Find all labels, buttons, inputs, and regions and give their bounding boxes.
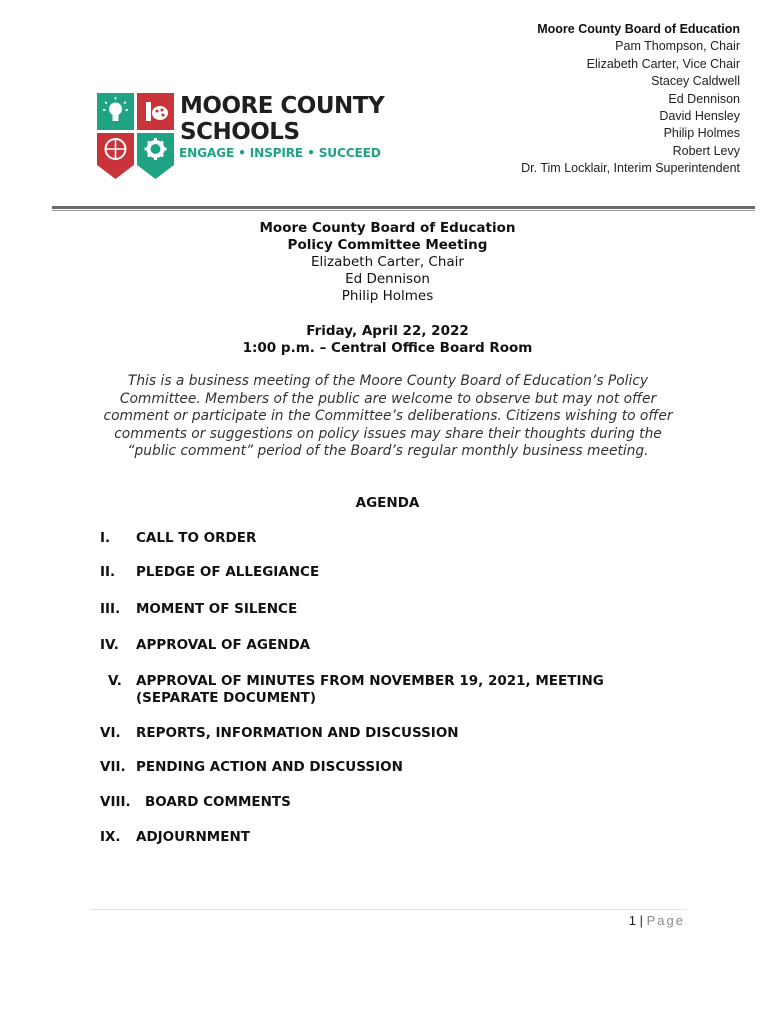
page-number (590, 913, 685, 928)
page-number-separator: | (639, 913, 643, 928)
board-member: Pam Thompson, Chair (615, 39, 740, 54)
page-number-value: 1 (628, 913, 636, 928)
agenda-heading: AGENDA (355, 495, 420, 511)
board-member: Ed Dennison (668, 91, 740, 106)
agenda-item (100, 601, 297, 618)
agenda-item-text: MOMENT OF SILENCE (136, 601, 298, 617)
board-member: David Hensley (659, 109, 740, 124)
logo-tagline: ENGAGE • INSPIRE • SUCCEED (179, 146, 381, 160)
agenda-item-number: VI. (100, 725, 121, 741)
committee-member: Ed Dennison (345, 271, 430, 287)
board-member: Stacey Caldwell (651, 74, 740, 89)
agenda-item-number: VII. (100, 759, 126, 775)
meeting-time-place: 1:00 p.m. – Central Office Board Room (242, 340, 533, 356)
agenda-item (100, 564, 319, 581)
meeting-date: Friday, April 22, 2022 (306, 323, 469, 339)
header-divider (52, 206, 755, 209)
school-logo-emblem (97, 93, 177, 181)
agenda-item-number: II. (100, 564, 116, 580)
agenda-item-text: APPROVAL OF AGENDA (136, 637, 311, 653)
board-title: Moore County Board of Education (537, 22, 740, 36)
footer-divider (90, 909, 687, 910)
agenda-item-number: I. (100, 530, 111, 546)
agenda-item-text (136, 673, 604, 707)
agenda-item (100, 725, 459, 742)
logo-line-1: MOORE COUNTY (180, 93, 385, 119)
meeting-header (0, 220, 770, 305)
agenda-item-number: VIII. (100, 794, 131, 810)
board-member: Dr. Tim Locklair, Interim Superintendent (521, 161, 740, 176)
agenda-item-text: PENDING ACTION AND DISCUSSION (136, 759, 403, 775)
page-label: Page (646, 913, 685, 928)
school-logo-wordmark (180, 93, 384, 145)
agenda-item-text-line-2: (SEPARATE DOCUMENT) (136, 690, 317, 706)
agenda-item (100, 673, 604, 707)
board-member: Philip Holmes (663, 126, 740, 141)
agenda-item-text: PLEDGE OF ALLEGIANCE (136, 564, 320, 580)
agenda-item-number: III. (100, 601, 121, 617)
meeting-org: Moore County Board of Education (259, 220, 516, 236)
meeting-name: Policy Committee Meeting (287, 237, 488, 253)
agenda-item (100, 530, 256, 547)
agenda-item-text: ADJOURNMENT (136, 829, 250, 845)
agenda-item (100, 759, 403, 776)
meeting-intro-paragraph: This is a business meeting of the Moore County Board of Education’s Policy Committee. Members of the public are welcome to observe but may not offer comment or participate in the Committee’s deliberations. Citizens wishing to offer comments or suggestions on policy issues may share their thoughts during the “public comment” period of the Board’s regular monthly business meeting. (103, 373, 673, 460)
board-member: Elizabeth Carter, Vice Chair (586, 56, 740, 71)
agenda-item-text: BOARD COMMENTS (145, 794, 291, 810)
agenda-item-number: V. (108, 673, 122, 689)
agenda-item (100, 637, 310, 654)
agenda-item-number: IV. (100, 637, 119, 653)
header-divider-thin (52, 210, 755, 211)
agenda-item (100, 794, 291, 811)
agenda-item-text: CALL TO ORDER (136, 530, 257, 546)
agenda-item (100, 829, 250, 846)
agenda-item-text: REPORTS, INFORMATION AND DISCUSSION (136, 725, 459, 741)
agenda-item-number: IX. (100, 829, 121, 845)
committee-member: Philip Holmes (341, 288, 434, 304)
board-member: Robert Levy (672, 143, 740, 158)
committee-member: Elizabeth Carter, Chair (311, 254, 464, 270)
board-members-list (410, 21, 740, 178)
meeting-datetime (0, 323, 770, 357)
logo-line-2: SCHOOLS (180, 119, 300, 145)
agenda-item-text-line-1: APPROVAL OF MINUTES FROM NOVEMBER 19, 2021, MEETING (136, 673, 604, 689)
